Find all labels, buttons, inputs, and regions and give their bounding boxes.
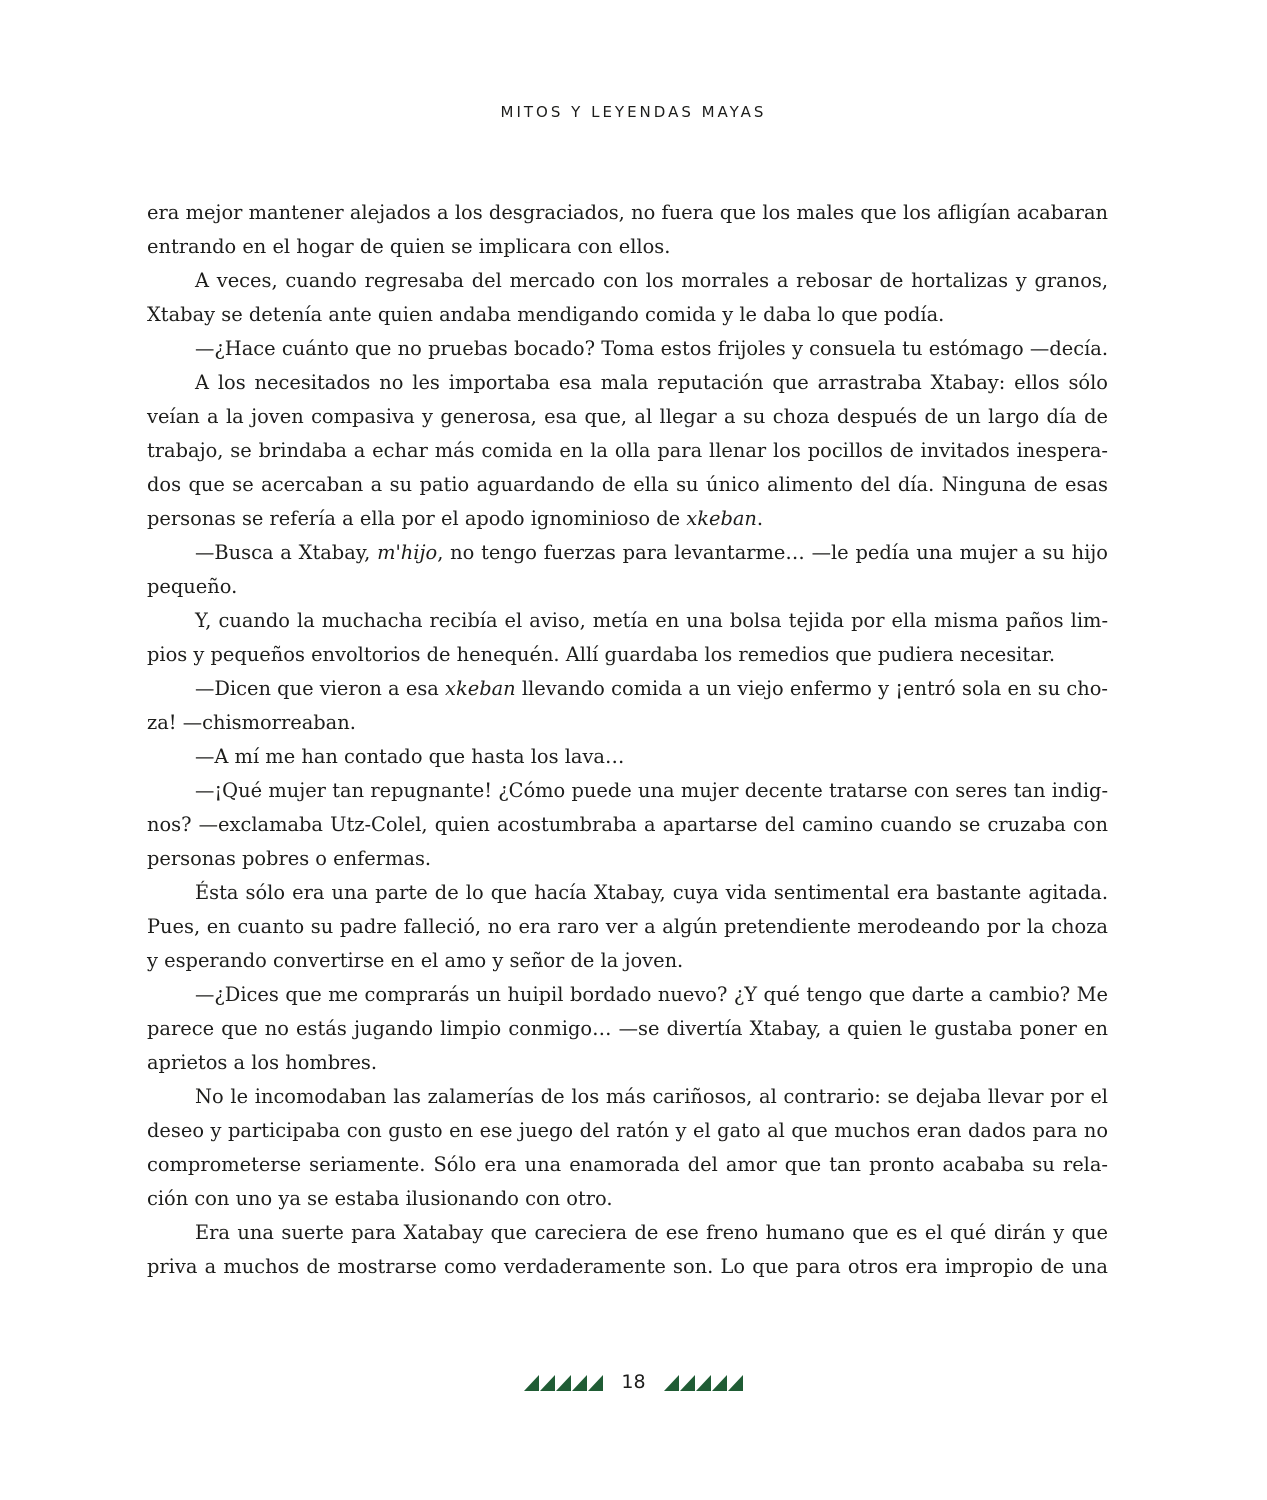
- text-line: dos que se acercaban a su patio aguardando de ella su único alimento del día. Ninguna de esas: [147, 473, 1108, 496]
- text-line: [147, 536, 1108, 570]
- text-line: deseo y participaba con gusto en ese juego del ratón y el gato al que muchos eran dados para no: [147, 1119, 1108, 1142]
- triangle-icon: [680, 1375, 695, 1391]
- text-line: personas pobres o enfermas.: [147, 847, 432, 870]
- text-line: A veces, cuando regresaba del mercado con los morrales a rebosar de hortalizas y granos,: [195, 269, 1108, 292]
- text-line: trabajo, se brindaba a echar más comida en la olla para llenar los pocillos de invitados inespera-: [147, 439, 1108, 462]
- text-line: [147, 672, 1108, 706]
- text-line: A los necesitados no les importaba esa mala reputación que arrastraba Xtabay: ellos sólo: [195, 371, 1108, 394]
- text-run: .: [756, 507, 764, 530]
- text-line: za! —chismorreaban.: [147, 711, 356, 734]
- text-run: personas se refería a ella por el apodo ignominioso de: [147, 507, 687, 530]
- text-run: —Dicen que vieron a esa: [195, 677, 446, 700]
- text-run: —Busca a Xtabay,: [195, 541, 378, 564]
- text-line: —A mí me han contado que hasta los lava…: [195, 745, 625, 768]
- body-text: [147, 196, 1108, 1284]
- running-header: MITOS Y LEYENDAS MAYAS: [500, 103, 767, 121]
- text-line: —¡Qué mujer tan repugnante! ¿Cómo puede una mujer decente tratarse con seres tan indig-: [195, 779, 1108, 802]
- text-line: Y, cuando la muchacha recibía el aviso, metía en una bolsa tejida por ella misma paños lim-: [195, 609, 1108, 632]
- text-line: No le incomodaban las zalamerías de los más cariñosos, al contrario: se dejaba llevar por el: [195, 1085, 1108, 1108]
- triangle-icon: [556, 1375, 571, 1391]
- triangle-icon: [696, 1375, 711, 1391]
- left-triangle-ornament: [524, 1373, 603, 1391]
- text-line: comprometerse seriamente. Sólo era una enamorada del amor que tan pronto acababa su rela-: [147, 1153, 1108, 1176]
- triangle-icon: [572, 1375, 587, 1391]
- italic-word: m'hijo: [377, 541, 438, 564]
- triangle-icon: [588, 1375, 603, 1391]
- text-line: priva a muchos de mostrarse como verdaderamente son. Lo que para otros era impropio de una: [147, 1255, 1108, 1278]
- italic-word: xkeban: [445, 677, 516, 700]
- triangle-icon: [540, 1375, 555, 1391]
- text-line: era mejor mantener alejados a los desgraciados, no fuera que los males que los afligían acabaran: [147, 201, 1108, 224]
- text-line: pequeño.: [147, 575, 238, 598]
- italic-word: xkeban: [686, 507, 757, 530]
- triangle-icon: [728, 1375, 743, 1391]
- text-line: ción con uno ya se estaba ilusionando con otro.: [147, 1187, 613, 1210]
- text-run: llevando comida a un viejo enfermo y ¡entró sola en su cho-: [515, 677, 1108, 700]
- text-line: veían a la joven compasiva y generosa, esa que, al llegar a su choza después de un largo día de: [147, 405, 1108, 428]
- right-triangle-ornament: [664, 1373, 743, 1391]
- text-line: Pues, en cuanto su padre falleció, no era raro ver a algún pretendiente merodeando por la choza: [147, 915, 1108, 938]
- text-line: pios y pequeños envoltorios de henequén. Allí guardaba los remedios que pudiera necesitar.: [147, 643, 1055, 666]
- text-line: nos? —exclamaba Utz-Colel, quien acostumbraba a apartarse del camino cuando se cruzaba con: [147, 813, 1108, 836]
- text-line: entrando en el hogar de quien se implicara con ellos.: [147, 235, 671, 258]
- text-line: —¿Hace cuánto que no pruebas bocado? Toma estos frijoles y consuela tu estómago —decía.: [195, 337, 1108, 360]
- text-line: —¿Dices que me comprarás un huipil bordado nuevo? ¿Y qué tengo que darte a cambio? Me: [195, 983, 1108, 1006]
- text-line: aprietos a los hombres.: [147, 1051, 378, 1074]
- page-number: 18: [621, 1371, 646, 1393]
- text-line: Ésta sólo era una parte de lo que hacía Xtabay, cuya vida sentimental era bastante agitada.: [195, 881, 1108, 904]
- triangle-icon: [524, 1375, 539, 1391]
- triangle-icon: [712, 1375, 727, 1391]
- text-line: Xtabay se detenía ante quien andaba mendigando comida y le daba lo que podía.: [147, 303, 945, 326]
- text-line: y esperando convertirse en el amo y señor de la joven.: [147, 949, 684, 972]
- text-run: , no tengo fuerzas para levantarme… —le pedía una mujer a su hijo: [437, 541, 1108, 564]
- page-footer: [0, 1365, 1267, 1399]
- text-line: parece que no estás jugando limpio conmigo… —se divertía Xtabay, a quien le gustaba poner en: [147, 1017, 1108, 1040]
- text-line: [147, 502, 1108, 536]
- text-line: Era una suerte para Xatabay que careciera de ese freno humano que es el qué dirán y que: [195, 1221, 1108, 1244]
- triangle-icon: [664, 1375, 679, 1391]
